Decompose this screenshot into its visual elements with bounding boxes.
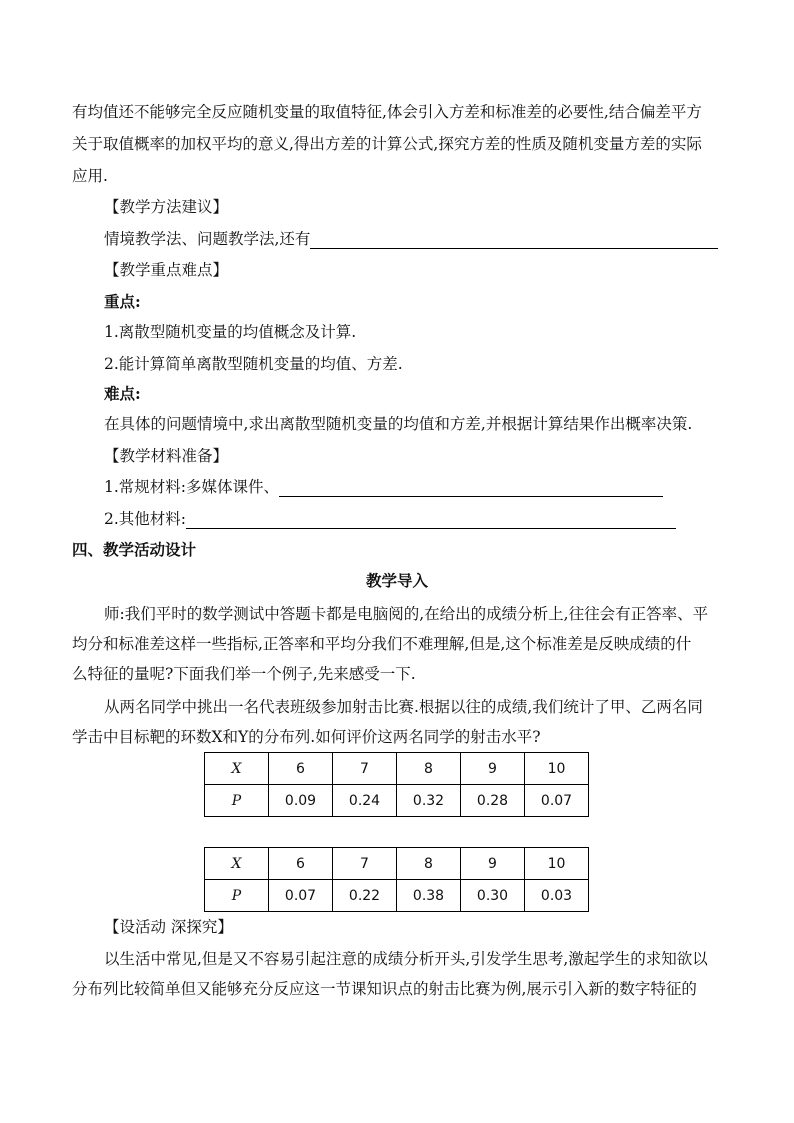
materials-item-1-text: 1.常规材料:多媒体课件、 <box>104 478 280 496</box>
paragraph-line: 分布列比较简单但又能够充分反应这一节课知识点的射击比赛为例,展示引入新的数字特征的 <box>72 980 697 998</box>
table-cell: 10 <box>525 753 589 785</box>
section-heading-key-points: 【教学重点难点】 <box>104 261 229 279</box>
materials-item-2-text: 2.其他材料: <box>104 510 187 528</box>
section-4-heading: 四、教学活动设计 <box>72 540 197 559</box>
table-cell: 9 <box>461 848 525 880</box>
table-cell: 0.32 <box>397 785 461 817</box>
table-cell: 6 <box>269 848 333 880</box>
table-cell: 9 <box>461 753 525 785</box>
paragraph-line: 学击中目标靶的环数X和Y的分布列.如何评价这两名同学的射击水平? <box>72 728 541 746</box>
table-cell: 0.24 <box>333 785 397 817</box>
paragraph-line: 有均值还不能够完全反应随机变量的取值特征,体会引入方差和标准差的必要性,结合偏差平方 <box>72 103 702 121</box>
table-cell: 8 <box>397 753 461 785</box>
table-cell: 7 <box>333 753 397 785</box>
fill-in-blank <box>310 234 718 249</box>
table-cell: 10 <box>525 848 589 880</box>
paragraph-line: 均分和标准差这样一些指标,正答率和平均分我们不难理解,但是,这个标准差是反映成绩的什 <box>72 635 692 653</box>
paragraph-line: 以生活中常见,但是又不容易引起注意的成绩分析开头,引发学生思考,激起学生的求知欲以 <box>104 950 708 968</box>
fill-in-blank <box>186 514 676 529</box>
table-cell: 0.03 <box>525 880 589 912</box>
teaching-method-text: 情境教学法、问题教学法,还有 <box>104 230 311 248</box>
table-cell: 0.30 <box>461 880 525 912</box>
difficulty-label: 难点: <box>104 384 141 403</box>
key-point-1: 1.离散型随机变量的均值概念及计算. <box>104 323 357 341</box>
table-cell: X <box>205 753 269 785</box>
paragraph-line: 师:我们平时的数学测试中答题卡都是电脑阅的,在给出的成绩分析上,往往会有正答率、平 <box>104 605 709 623</box>
table-cell: 0.28 <box>461 785 525 817</box>
table-cell: 0.38 <box>397 880 461 912</box>
table-cell: 8 <box>397 848 461 880</box>
table-cell: P <box>205 880 269 912</box>
distribution-table-x <box>204 752 589 817</box>
table-cell: 0.22 <box>333 880 397 912</box>
paragraph-line: 么特征的量呢?下面我们举一个例子,先来感受一下. <box>72 665 416 683</box>
difficulty-text: 在具体的问题情境中,求出离散型随机变量的均值和方差,并根据计算结果作出概率决策. <box>104 415 693 433</box>
table-cell: 0.07 <box>269 880 333 912</box>
materials-item-2 <box>104 509 756 529</box>
table-row <box>205 785 589 817</box>
table-cell: 6 <box>269 753 333 785</box>
paragraph-line: 应用. <box>72 167 108 185</box>
table-cell: P <box>205 785 269 817</box>
table-cell: 0.07 <box>525 785 589 817</box>
table-cell: X <box>205 848 269 880</box>
section-heading-teaching-method: 【教学方法建议】 <box>104 198 229 216</box>
fill-in-blank <box>279 482 663 497</box>
teaching-method-line <box>104 229 756 249</box>
section-heading-activity: 【设活动 深探究】 <box>104 918 233 936</box>
table-row <box>205 753 589 785</box>
distribution-table-y <box>204 847 589 912</box>
paragraph-line: 从两名同学中挑出一名代表班级参加射击比赛.根据以往的成绩,我们统计了甲、乙两名同 <box>104 698 703 716</box>
key-point-2: 2.能计算简单离散型随机变量的均值、方差. <box>104 355 403 373</box>
section-heading-materials: 【教学材料准备】 <box>104 447 229 465</box>
table-row <box>205 880 589 912</box>
subheading-teaching-intro: 教学导入 <box>365 571 428 590</box>
key-label: 重点: <box>104 292 141 311</box>
table-cell: 0.09 <box>269 785 333 817</box>
materials-item-1 <box>104 477 756 497</box>
table-cell: 7 <box>333 848 397 880</box>
table-row <box>205 848 589 880</box>
paragraph-line: 关于取值概率的加权平均的意义,得出方差的计算公式,探究方差的性质及随机变量方差的实际 <box>72 135 702 153</box>
